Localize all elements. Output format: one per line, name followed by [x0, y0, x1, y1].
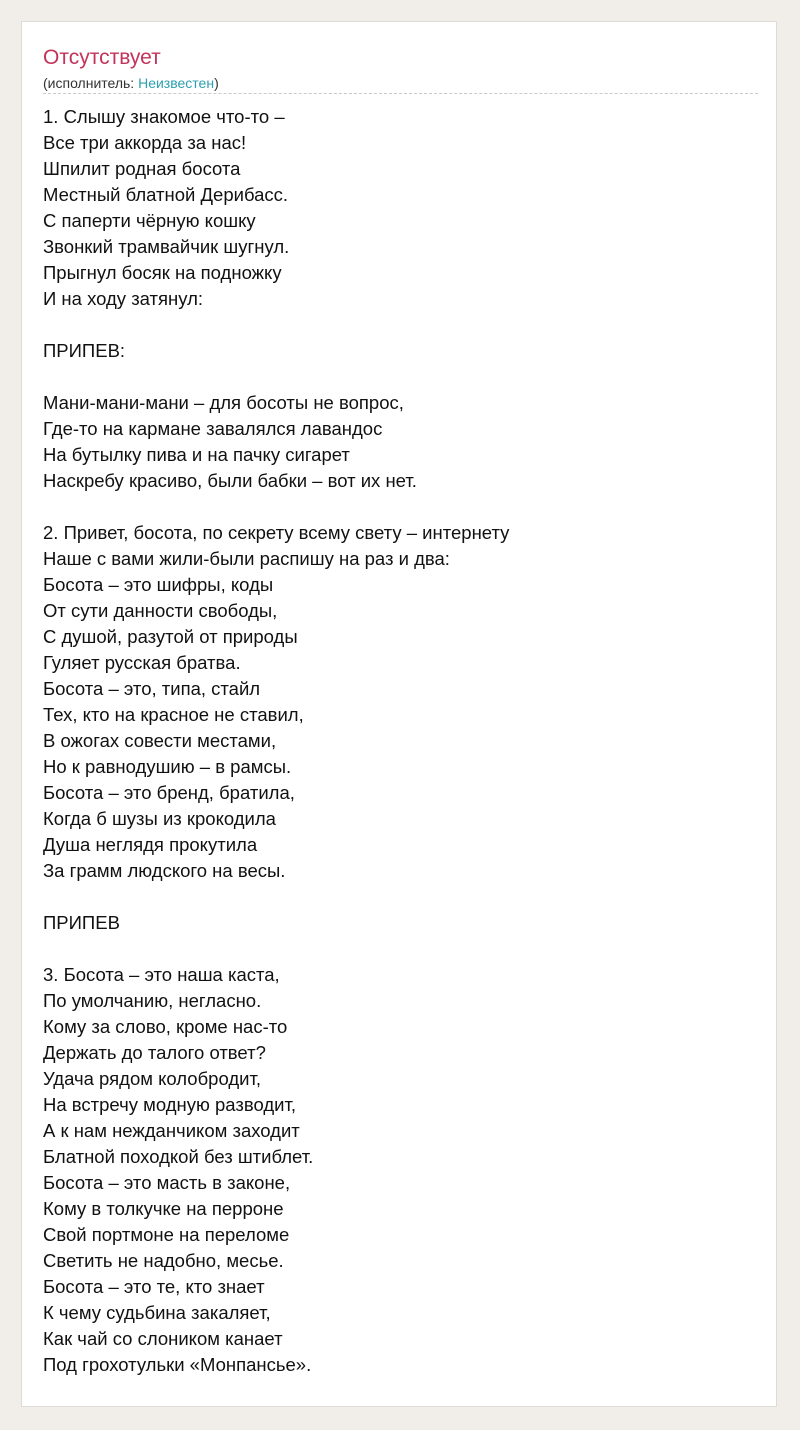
- lyrics-card: [21, 21, 777, 1407]
- title-divider: [43, 93, 758, 94]
- artist-suffix: ): [214, 75, 219, 91]
- song-title: Отсутствует: [43, 46, 161, 69]
- artist-link[interactable]: Неизвестен: [138, 75, 215, 91]
- artist-prefix: (исполнитель:: [43, 75, 139, 91]
- lyrics-text: 1. Слышу знакомое что-то – Все три аккорда за нас! Шпилит родная босота Местный блатной Дерибасс. С паперти чёрную кошку Звонкий трамвайчик шугнул. Прыгнул босяк на подножку И на ходу затянул: ПРИПЕВ: Мани-мани-мани – для босоты не вопрос, Где-то на кармане завалялся лавандос На бутылку пива и на пачку сигарет Наскребу красиво, были бабки – вот их нет. 2. Привет, босота, по секрету всему свету – интернету Наше с вами жили-были распишу на раз и два: Босота – это шифры, коды От сути данности свободы, С душой, разутой от природы Гуляет русская братва. Босота – это, типа, стайл Тех, кто на красное не ставил, В ожогах совести местами, Но к равнодушию – в рамсы. Босота – это бренд, братила, Когда б шузы из крокодила Душа неглядя прокутила За грамм людского на весы. ПРИПЕВ 3. Босота – это наша каста, По умолчанию, негласно. Кому за слово, кроме нас-то Держать до талого ответ? Удача рядом колобродит, На встречу модную разводит, А к нам нежданчиком заходит Блатной походкой без штиблет. Босота – это масть в законе, Кому в толкучке на перроне Свой портмоне на переломе Светить не надобно, месье. Босота – это те, кто знает К чему судьбина закаляет, Как чай со слоником канает Под грохотульки «Монпансье».: [43, 106, 510, 1375]
- artist-line: [43, 74, 219, 92]
